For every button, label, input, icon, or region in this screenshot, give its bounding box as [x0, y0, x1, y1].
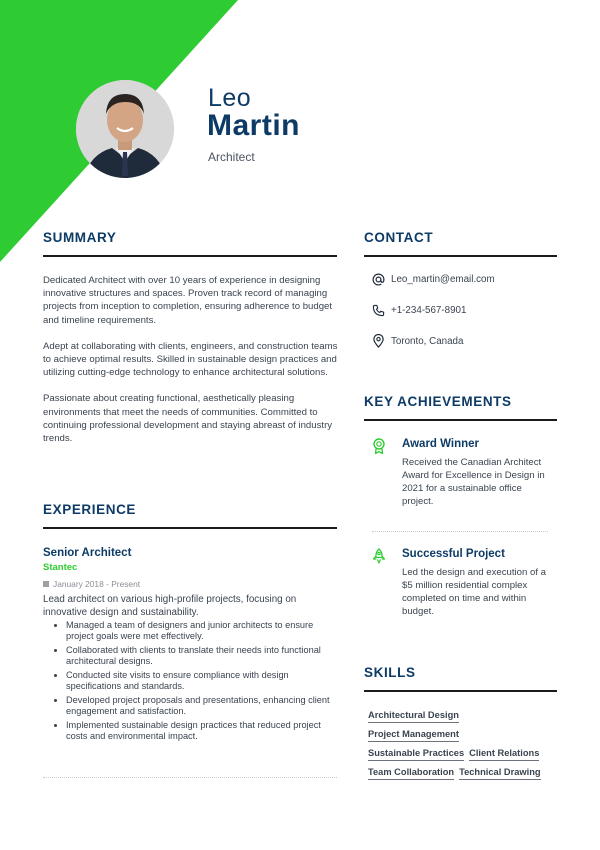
- job-title: Architect: [208, 150, 255, 164]
- achievement-item: [372, 548, 552, 628]
- achievements-rule: [364, 419, 557, 421]
- company-name: Stantec: [43, 562, 78, 573]
- summary-section: [43, 274, 339, 458]
- skill-tag: Client Relations: [469, 748, 539, 761]
- job-bullet: • Managed a team of designers and junior architects to ensure project goals were met effectively.: [66, 620, 341, 642]
- job-bullet-list: [43, 620, 341, 742]
- achievement-description: Received the Canadian Architect Award for Excellence in Design in 2021 for a sustainable office project.: [402, 457, 545, 507]
- contact-heading: CONTACT: [364, 230, 434, 245]
- contact-email-text: Leo_martin@email.com: [391, 274, 495, 285]
- contact-email: [372, 273, 495, 286]
- experience-heading: EXPERIENCE: [43, 502, 137, 517]
- achievement-divider: [372, 531, 548, 532]
- achievement-title: Award Winner: [402, 438, 480, 450]
- experience-rule: [43, 527, 337, 529]
- contact-phone: [372, 304, 466, 317]
- achievement-title: Successful Project: [402, 548, 505, 560]
- job-dates: [43, 579, 341, 589]
- skill-tag: Project Management: [368, 729, 459, 742]
- first-name: Leo: [208, 84, 252, 112]
- job-bullet: • Implemented sustainable design practices that reduced project costs and environmental impact.: [66, 720, 341, 742]
- summary-rule: [43, 255, 337, 257]
- award-icon: [372, 438, 386, 455]
- calendar-icon: [43, 581, 49, 587]
- rocket-icon: [372, 548, 386, 564]
- summary-paragraph: Passionate about creating functional, aesthetically pleasing environments that meet the needs of communities. Committed to continuing professional development and staying abreast of industry trends.: [43, 393, 333, 445]
- phone-icon: [372, 304, 385, 317]
- skill-tag: Architectural Design: [368, 710, 459, 723]
- job-bullet: • Developed project proposals and presentations, enhancing client engagement and satisfaction.: [66, 695, 341, 717]
- location-pin-icon: [372, 334, 385, 348]
- achievement-item: [372, 438, 552, 518]
- experience-entry: [43, 547, 341, 745]
- experience-divider: [43, 777, 337, 778]
- achievements-heading: KEY ACHIEVEMENTS: [364, 394, 512, 409]
- job-role: Senior Architect: [43, 547, 132, 559]
- skill-tag: Sustainable Practices: [368, 748, 464, 761]
- last-name: Martin: [207, 109, 300, 142]
- summary-paragraph: Dedicated Architect with over 10 years of experience in designing innovative structures and spaces. Proven track record of managing projects from inception to completion, ensuring adherence to budget and timeline requirements.: [43, 275, 333, 326]
- skills-heading: SKILLS: [364, 665, 416, 680]
- profile-photo: [76, 80, 174, 178]
- job-bullet: • Collaborated with clients to translate their needs into functional architectural designs.: [66, 645, 341, 667]
- skill-tag: Team Collaboration: [368, 767, 454, 780]
- skills-list: [368, 710, 560, 786]
- contact-location: [372, 334, 463, 348]
- achievement-description: Led the design and execution of a $5 million residential complex completed on time and within budget.: [402, 567, 547, 617]
- skills-rule: [364, 690, 557, 692]
- skill-tag: Technical Drawing: [459, 767, 540, 780]
- contact-phone-text: +1-234-567-8901: [391, 305, 467, 316]
- job-dates-text: January 2018 - Present: [53, 579, 141, 589]
- job-bullet: • Conducted site visits to ensure compliance with design specifications and standards.: [66, 670, 341, 692]
- summary-heading: SUMMARY: [43, 230, 117, 245]
- summary-paragraph: Adept at collaborating with clients, engineers, and construction teams to achieve optimal results. Skilled in sustainable design practices and utilizing cutting-edge technology to enhance architectural solutions.: [43, 340, 338, 379]
- contact-rule: [364, 255, 557, 257]
- job-description: Lead architect on various high-profile projects, focusing on innovative design and sustainability.: [43, 594, 297, 618]
- at-icon: [372, 273, 385, 286]
- contact-location-text: Toronto, Canada: [391, 335, 464, 347]
